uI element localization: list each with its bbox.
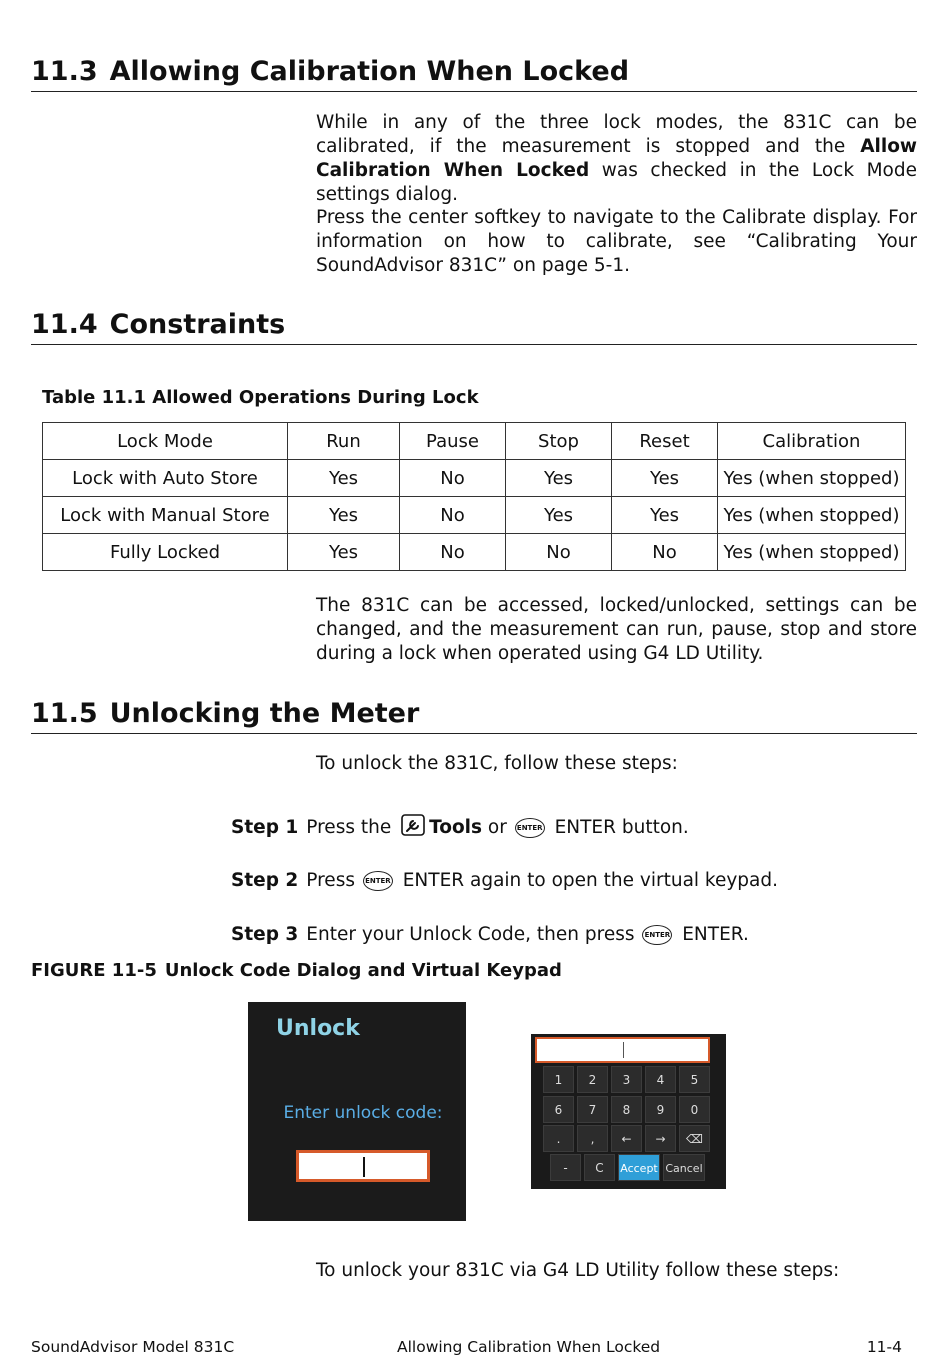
text-run: Press the bbox=[306, 817, 398, 838]
paragraph-g4-unlock: To unlock your 831C via G4 LD Utility follow these steps: bbox=[316, 1260, 840, 1281]
table-cell: Yes bbox=[288, 534, 400, 571]
enter-key-icon: ENTER bbox=[642, 925, 672, 945]
table-header-row bbox=[43, 423, 906, 460]
paragraph-g4-utility: The 831C can be accessed, locked/unlocked, settings can be changed, and the measurement can run, pause, stop and store during a lock when operated using G4 LD Utility. bbox=[316, 595, 917, 664]
table-row bbox=[43, 460, 906, 497]
page-number: 11-4 bbox=[866, 1338, 902, 1356]
key-0[interactable]: 0 bbox=[679, 1096, 710, 1123]
backspace-icon[interactable]: ⌫ bbox=[679, 1125, 710, 1152]
accept-button[interactable]: Accept bbox=[618, 1154, 660, 1181]
step-label: Step 3 bbox=[231, 924, 299, 945]
table-cell: No bbox=[400, 460, 506, 497]
keypad-input[interactable] bbox=[535, 1037, 710, 1063]
enter-key-icon: ENTER bbox=[363, 871, 393, 891]
header-pause: Pause bbox=[400, 423, 506, 460]
table-cell: Fully Locked bbox=[43, 534, 288, 571]
header-run: Run bbox=[288, 423, 400, 460]
key-minus[interactable]: - bbox=[550, 1154, 581, 1181]
arrow-left-icon[interactable]: ← bbox=[611, 1125, 642, 1152]
table-cell: No bbox=[506, 534, 612, 571]
section-number: 11.5 bbox=[31, 698, 98, 729]
step-1 bbox=[231, 814, 689, 840]
unlock-code-input[interactable] bbox=[296, 1150, 430, 1182]
text-run: or bbox=[482, 817, 513, 838]
text-run: ENTER. bbox=[676, 924, 749, 945]
section-title: Allowing Calibration When Locked bbox=[109, 56, 630, 87]
section-title: Constraints bbox=[109, 309, 286, 340]
table-cell: Yes (when stopped) bbox=[718, 534, 906, 571]
table-cell: No bbox=[612, 534, 718, 571]
text-run: Press bbox=[306, 870, 361, 891]
step-label: Step 2 bbox=[231, 870, 299, 891]
section-title: Unlocking the Meter bbox=[109, 698, 420, 729]
key-9[interactable]: 9 bbox=[645, 1096, 676, 1123]
figure-title: Unlock Code Dialog and Virtual Keypad bbox=[164, 960, 562, 981]
footer-section: Allowing Calibration When Locked bbox=[397, 1338, 661, 1356]
section-number: 11.3 bbox=[31, 56, 98, 87]
unlock-dialog bbox=[248, 1002, 466, 1221]
key-1[interactable]: 1 bbox=[543, 1066, 574, 1093]
paragraph-softkey: Press the center softkey to navigate to the Calibrate display. For information on how to calibrate, see “Calibrating Your SoundAdvisor 831C” on page 5-1. bbox=[316, 207, 917, 276]
table-cell: Yes bbox=[288, 497, 400, 534]
table-cell: No bbox=[400, 497, 506, 534]
key-7[interactable]: 7 bbox=[577, 1096, 608, 1123]
table-cell: Yes bbox=[506, 497, 612, 534]
table-cell: Lock with Auto Store bbox=[43, 460, 288, 497]
key-8[interactable]: 8 bbox=[611, 1096, 642, 1123]
header-reset: Reset bbox=[612, 423, 718, 460]
section-number: 11.4 bbox=[31, 309, 98, 340]
bold-setting-name: Allow Calibration When Locked bbox=[316, 136, 917, 181]
table-cell: Yes bbox=[288, 460, 400, 497]
header-stop: Stop bbox=[506, 423, 612, 460]
unlock-code-label: Enter unlock code: bbox=[283, 1103, 443, 1123]
text-run: was checked in the Lock Mode settings dialog. bbox=[316, 160, 917, 205]
header-calibration: Calibration bbox=[718, 423, 906, 460]
table-cell: Yes bbox=[506, 460, 612, 497]
table-cell: No bbox=[400, 534, 506, 571]
allowed-operations-table bbox=[42, 422, 906, 571]
paragraph-calibration-locked bbox=[316, 111, 917, 207]
dialog-title: Unlock bbox=[276, 1016, 360, 1041]
tools-label: Tools bbox=[429, 817, 483, 838]
table-cell: Yes bbox=[612, 497, 718, 534]
step-label: Step 1 bbox=[231, 817, 299, 838]
figure-number: FIGURE 11-5 bbox=[31, 960, 157, 981]
paragraph-unlock-intro: To unlock the 831C, follow these steps: bbox=[316, 753, 678, 774]
cancel-button[interactable]: Cancel bbox=[663, 1154, 705, 1181]
text-run: While in any of the three lock modes, the 831C can be calibrated, if the measurement is stopped and the bbox=[316, 112, 917, 157]
table-cell: Lock with Manual Store bbox=[43, 497, 288, 534]
figure-caption bbox=[31, 960, 562, 981]
table-cell: Yes (when stopped) bbox=[718, 497, 906, 534]
section-heading-11-5 bbox=[31, 697, 917, 734]
text-caret bbox=[623, 1042, 624, 1058]
wrench-icon bbox=[401, 814, 425, 836]
table-caption: Table 11.1 Allowed Operations During Lock bbox=[42, 387, 479, 408]
enter-key-icon: ENTER bbox=[515, 818, 545, 838]
text-caret bbox=[363, 1157, 365, 1177]
table-cell: Yes bbox=[612, 460, 718, 497]
table-row bbox=[43, 534, 906, 571]
text-run: Enter your Unlock Code, then press bbox=[306, 924, 641, 945]
section-heading-11-4 bbox=[31, 308, 917, 345]
table-row bbox=[43, 497, 906, 534]
key-4[interactable]: 4 bbox=[645, 1066, 676, 1093]
section-heading-11-3 bbox=[31, 55, 917, 92]
key-6[interactable]: 6 bbox=[543, 1096, 574, 1123]
key-comma[interactable]: , bbox=[577, 1125, 608, 1152]
key-5[interactable]: 5 bbox=[679, 1066, 710, 1093]
step-2 bbox=[231, 869, 778, 893]
text-run: ENTER again to open the virtual keypad. bbox=[396, 870, 779, 891]
header-lock-mode: Lock Mode bbox=[43, 423, 288, 460]
step-3 bbox=[231, 923, 749, 947]
key-2[interactable]: 2 bbox=[577, 1066, 608, 1093]
key-period[interactable]: . bbox=[543, 1125, 574, 1152]
footer-product: SoundAdvisor Model 831C bbox=[31, 1338, 235, 1356]
text-run: ENTER button. bbox=[548, 817, 689, 838]
virtual-keypad bbox=[531, 1034, 726, 1189]
arrow-right-icon[interactable]: → bbox=[645, 1125, 676, 1152]
table-cell: Yes (when stopped) bbox=[718, 460, 906, 497]
key-3[interactable]: 3 bbox=[611, 1066, 642, 1093]
key-clear[interactable]: C bbox=[584, 1154, 615, 1181]
